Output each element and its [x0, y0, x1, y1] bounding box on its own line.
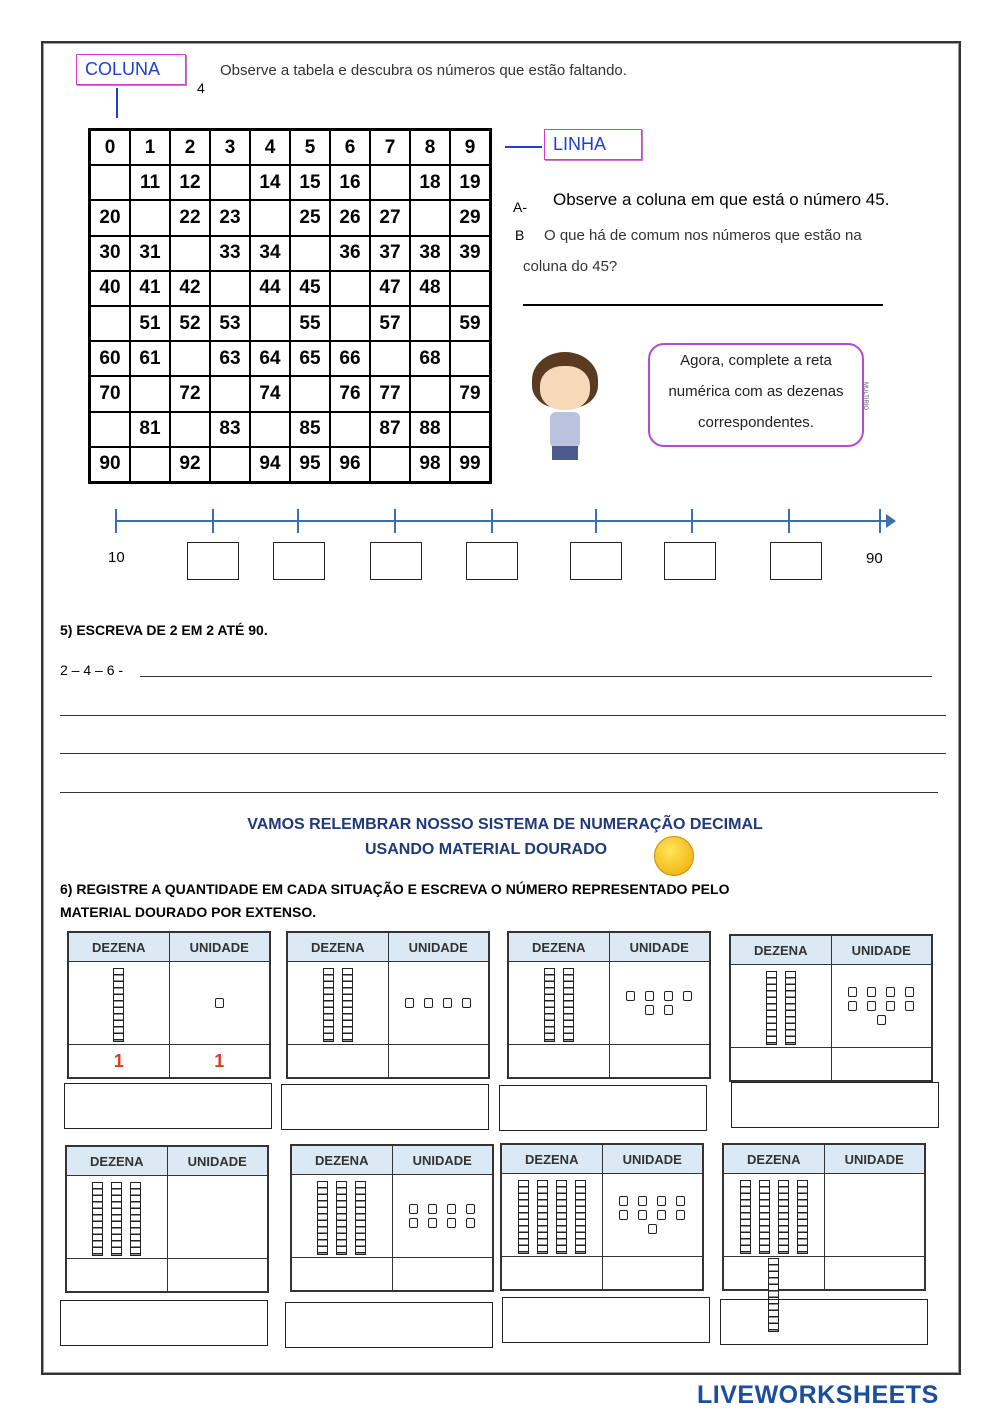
col-dezena: DEZENA	[288, 933, 389, 961]
grid-cell: 53	[210, 306, 250, 341]
tick	[595, 509, 597, 533]
grid-cell-blank[interactable]	[130, 200, 170, 235]
grid-cell: 96	[330, 447, 370, 482]
col-unidade: UNIDADE	[189, 939, 249, 955]
unit-cube-icon	[428, 1218, 437, 1228]
number-line-axis	[115, 520, 890, 522]
grid-cell: 44	[250, 271, 290, 306]
ten-rod-icon	[575, 1180, 586, 1254]
q6-title-2: MATERIAL DOURADO POR EXTENSO.	[60, 904, 317, 920]
unit-cube-icon	[619, 1210, 628, 1220]
unidade-value[interactable]	[832, 1048, 932, 1080]
ten-rod-icon	[323, 968, 334, 1042]
coluna-label: COLUNA	[76, 54, 186, 85]
speech-bubble	[648, 343, 864, 447]
unidade-value[interactable]	[168, 1259, 268, 1291]
col-dezena: DEZENA	[69, 933, 170, 961]
grid-cell: 64	[250, 341, 290, 376]
dezena-value[interactable]	[292, 1258, 393, 1290]
grid-cell-blank[interactable]	[210, 447, 250, 482]
grid-cell: 41	[130, 271, 170, 306]
grid-cell: 76	[330, 376, 370, 411]
dezena-value[interactable]: 1	[69, 1045, 170, 1077]
grid-cell-blank[interactable]	[450, 271, 490, 306]
boy-illustration	[528, 352, 608, 472]
unit-cube-icon	[409, 1218, 418, 1228]
unit-cube-icon	[645, 991, 654, 1001]
number-in-words-input[interactable]	[731, 1082, 939, 1128]
grid-cell-blank[interactable]	[250, 412, 290, 447]
tens-area	[509, 962, 610, 1044]
units-area	[168, 1176, 268, 1258]
grid-cell: 52	[170, 306, 210, 341]
number-in-words-input[interactable]	[499, 1085, 707, 1131]
number-in-words-input[interactable]	[281, 1084, 489, 1130]
grid-cell: 22	[170, 200, 210, 235]
grid-cell-blank[interactable]	[450, 341, 490, 376]
grid-cell: 70	[90, 376, 130, 411]
number-line-input[interactable]	[466, 542, 518, 580]
ten-rod-icon	[342, 968, 353, 1042]
grid-cell-blank[interactable]	[170, 236, 210, 271]
grid-cell: 87	[370, 412, 410, 447]
unidade-value[interactable]	[610, 1045, 710, 1077]
grid-cell: 16	[330, 165, 370, 200]
grid-cell-blank[interactable]	[170, 341, 210, 376]
q5-answer-line[interactable]	[60, 753, 946, 754]
q5-answer-line[interactable]	[60, 715, 946, 716]
grid-cell: 66	[330, 341, 370, 376]
grid-cell: 79	[450, 376, 490, 411]
grid-cell-blank[interactable]	[370, 447, 410, 482]
ten-rod-icon	[113, 968, 124, 1042]
number-line-end: 90	[866, 550, 883, 567]
q5-title: 5) ESCREVA DE 2 EM 2 ATÉ 90.	[60, 622, 268, 638]
question-b-text-2: coluna do 45?	[523, 258, 618, 275]
grid-cell: 1	[130, 130, 170, 165]
tens-area	[502, 1174, 603, 1256]
units-area	[393, 1175, 493, 1257]
grid-cell: 2	[170, 130, 210, 165]
grid-cell: 23	[210, 200, 250, 235]
grid-cell: 98	[410, 447, 450, 482]
tick	[879, 509, 881, 533]
grid-cell: 5	[290, 130, 330, 165]
unit-cube-icon	[447, 1218, 456, 1228]
grid-cell: 33	[210, 236, 250, 271]
unit-cube-icon	[215, 998, 224, 1008]
grid-cell: 83	[210, 412, 250, 447]
unit-cube-icon	[462, 998, 471, 1008]
unit-cube-icon	[626, 991, 635, 1001]
col-unidade: UNIDADE	[851, 942, 911, 958]
place-value-card	[500, 1143, 704, 1291]
grid-cell: 37	[370, 236, 410, 271]
grid-cell-blank[interactable]	[210, 376, 250, 411]
liveworksheets-logo: LIVEWORKSHEETS	[697, 1381, 939, 1409]
grid-cell-blank[interactable]	[130, 376, 170, 411]
grid-cell-blank[interactable]	[370, 165, 410, 200]
ten-rod-icon	[740, 1180, 751, 1254]
place-value-card	[729, 934, 933, 1082]
ten-rod-icon	[111, 1182, 122, 1256]
grid-cell: 77	[370, 376, 410, 411]
ten-rod-icon	[518, 1180, 529, 1254]
bubble-line-1: Agora, complete a reta	[680, 352, 832, 369]
dezena-value[interactable]	[502, 1257, 603, 1289]
grid-cell: 81	[130, 412, 170, 447]
unit-cube-icon	[648, 1224, 657, 1234]
grid-cell: 65	[290, 341, 330, 376]
units-area	[389, 962, 489, 1044]
dezena-value[interactable]	[67, 1259, 168, 1291]
tick	[788, 509, 790, 533]
grid-cell-blank[interactable]	[290, 236, 330, 271]
grid-cell: 4	[250, 130, 290, 165]
ten-rod-icon	[778, 1180, 789, 1254]
grid-cell: 18	[410, 165, 450, 200]
units-area	[170, 962, 270, 1044]
grid-cell: 8	[410, 130, 450, 165]
unit-cube-icon	[409, 1204, 418, 1214]
ten-rod-icon	[785, 971, 796, 1045]
units-area	[825, 1174, 925, 1256]
grid-cell: 11	[130, 165, 170, 200]
grid-cell-blank[interactable]	[90, 306, 130, 341]
unit-cube-icon	[466, 1204, 475, 1214]
coluna-number: 4	[197, 80, 205, 96]
col-unidade: UNIDADE	[408, 939, 468, 955]
grid-cell: 99	[450, 447, 490, 482]
grid-cell: 0	[90, 130, 130, 165]
unidade-value[interactable]	[825, 1257, 925, 1289]
credit: MULTIRIO	[862, 382, 868, 411]
bubble-line-3: correspondentes.	[698, 414, 814, 431]
question-a-label: A-	[513, 199, 527, 215]
instruction: Observe a tabela e descubra os números que estão faltando.	[220, 62, 627, 79]
col-dezena: DEZENA	[509, 933, 610, 961]
tens-area	[67, 1176, 168, 1258]
col-unidade: UNIDADE	[844, 1151, 904, 1167]
grid-cell: 20	[90, 200, 130, 235]
dezena-value[interactable]	[724, 1257, 825, 1289]
ten-rod-icon	[130, 1182, 141, 1256]
grid-cell-blank[interactable]	[410, 200, 450, 235]
wink-emoji-icon	[654, 836, 694, 876]
linha-arrow-icon	[505, 146, 542, 148]
grid-cell: 34	[250, 236, 290, 271]
unidade-value[interactable]	[393, 1258, 493, 1290]
section-title-1: VAMOS RELEMBRAR NOSSO SISTEMA DE NUMERAÇÃO DECIMAL	[247, 816, 763, 833]
tick	[297, 509, 299, 533]
grid-cell: 29	[450, 200, 490, 235]
number-line-input[interactable]	[664, 542, 716, 580]
tick	[491, 509, 493, 533]
tick	[115, 509, 117, 533]
grid-cell-blank[interactable]	[210, 165, 250, 200]
unit-cube-icon	[683, 991, 692, 1001]
unit-cube-icon	[405, 998, 414, 1008]
col-unidade: UNIDADE	[412, 1152, 472, 1168]
grid-cell: 3	[210, 130, 250, 165]
units-area	[832, 965, 932, 1047]
ten-rod-icon	[537, 1180, 548, 1254]
unit-cube-icon	[676, 1210, 685, 1220]
grid-cell-blank[interactable]	[210, 271, 250, 306]
grid-cell: 55	[290, 306, 330, 341]
unit-cube-icon	[619, 1196, 628, 1206]
grid-cell: 9	[450, 130, 490, 165]
unit-cube-icon	[848, 1001, 857, 1011]
grid-cell: 74	[250, 376, 290, 411]
unit-cube-icon	[664, 1005, 673, 1015]
number-line-input[interactable]	[770, 542, 822, 580]
place-value-card	[65, 1145, 269, 1293]
grid-cell: 92	[170, 447, 210, 482]
grid-cell: 30	[90, 236, 130, 271]
unidade-value[interactable]	[389, 1045, 489, 1077]
units-area	[610, 962, 710, 1044]
grid-cell: 42	[170, 271, 210, 306]
grid-cell: 47	[370, 271, 410, 306]
tick	[394, 509, 396, 533]
ten-rod-icon	[336, 1181, 347, 1255]
ten-rod-icon	[556, 1180, 567, 1254]
grid-cell: 94	[250, 447, 290, 482]
col-dezena: DEZENA	[292, 1146, 393, 1174]
number-grid	[88, 128, 492, 484]
place-value-card	[507, 931, 711, 1079]
coluna-arrow-icon	[116, 88, 118, 118]
col-dezena: DEZENA	[724, 1145, 825, 1173]
q5-answer-line[interactable]	[140, 676, 932, 677]
unit-cube-icon	[657, 1196, 666, 1206]
grid-cell-blank[interactable]	[250, 200, 290, 235]
unit-cube-icon	[638, 1210, 647, 1220]
grid-cell: 68	[410, 341, 450, 376]
grid-cell: 40	[90, 271, 130, 306]
tens-area	[288, 962, 389, 1044]
unidade-value[interactable]	[603, 1257, 703, 1289]
grid-cell: 6	[330, 130, 370, 165]
units-area	[603, 1174, 703, 1256]
grid-cell: 27	[370, 200, 410, 235]
grid-cell-blank[interactable]	[250, 306, 290, 341]
ten-rod-icon	[544, 968, 555, 1042]
number-line-input[interactable]	[570, 542, 622, 580]
number-in-words-input[interactable]	[64, 1083, 272, 1129]
grid-cell: 12	[170, 165, 210, 200]
number-in-words-input[interactable]	[502, 1297, 710, 1343]
grid-cell-blank[interactable]	[410, 376, 450, 411]
unit-cube-icon	[877, 1015, 886, 1025]
unit-cube-icon	[466, 1218, 475, 1228]
ten-rod-icon	[766, 971, 777, 1045]
grid-cell-blank[interactable]	[290, 376, 330, 411]
unit-cube-icon	[905, 987, 914, 997]
grid-cell: 88	[410, 412, 450, 447]
grid-cell: 39	[450, 236, 490, 271]
ten-rod-icon	[317, 1181, 328, 1255]
grid-cell: 45	[290, 271, 330, 306]
unit-cube-icon	[443, 998, 452, 1008]
ten-rod-icon	[759, 1180, 770, 1254]
unit-cube-icon	[638, 1196, 647, 1206]
grid-cell-blank[interactable]	[450, 412, 490, 447]
grid-cell: 48	[410, 271, 450, 306]
question-b-text: O que há de comum nos números que estão na	[544, 227, 862, 244]
grid-cell: 7	[370, 130, 410, 165]
unidade-value[interactable]: 1	[214, 1050, 225, 1071]
tens-area	[292, 1175, 393, 1257]
grid-cell: 61	[130, 341, 170, 376]
unit-cube-icon	[905, 1001, 914, 1011]
dezena-value[interactable]	[288, 1045, 389, 1077]
unit-cube-icon	[848, 987, 857, 997]
grid-cell: 25	[290, 200, 330, 235]
unit-cube-icon	[867, 1001, 876, 1011]
dezena-value[interactable]	[731, 1048, 832, 1080]
grid-cell: 85	[290, 412, 330, 447]
grid-cell-blank[interactable]	[170, 412, 210, 447]
grid-cell: 51	[130, 306, 170, 341]
unit-cube-icon	[676, 1196, 685, 1206]
grid-cell-blank[interactable]	[130, 447, 170, 482]
number-line-input[interactable]	[273, 542, 325, 580]
unit-cube-icon	[447, 1204, 456, 1214]
dezena-value[interactable]	[509, 1045, 610, 1077]
grid-cell: 95	[290, 447, 330, 482]
linha-label: LINHA	[544, 129, 642, 160]
grid-cell: 72	[170, 376, 210, 411]
unit-cube-icon	[664, 991, 673, 1001]
number-line-input[interactable]	[370, 542, 422, 580]
ten-rod-icon	[797, 1180, 808, 1254]
grid-cell-blank[interactable]	[370, 341, 410, 376]
q6-title-1: 6) REGISTRE A QUANTIDADE EM CADA SITUAÇÃO E ESCREVA O NÚMERO REPRESENTADO PELO	[60, 881, 730, 897]
grid-cell: 59	[450, 306, 490, 341]
col-unidade: UNIDADE	[629, 939, 689, 955]
unit-cube-icon	[867, 987, 876, 997]
unit-cube-icon	[886, 987, 895, 997]
grid-cell-blank[interactable]	[330, 412, 370, 447]
q5-start: 2 – 4 – 6 -	[60, 662, 124, 678]
grid-cell: 15	[290, 165, 330, 200]
tens-area	[731, 965, 832, 1047]
grid-cell: 38	[410, 236, 450, 271]
col-dezena: DEZENA	[731, 936, 832, 964]
number-in-words-input[interactable]	[285, 1302, 493, 1348]
section-title-2: USANDO MATERIAL DOURADO	[365, 841, 608, 858]
answer-line-b[interactable]	[523, 304, 883, 306]
tens-area	[724, 1174, 825, 1256]
col-unidade: UNIDADE	[622, 1151, 682, 1167]
number-in-words-input[interactable]	[720, 1299, 928, 1345]
arrow-right-icon	[886, 514, 896, 528]
question-b-label: B	[515, 227, 525, 243]
grid-cell: 36	[330, 236, 370, 271]
grid-cell-blank[interactable]	[410, 306, 450, 341]
place-value-card	[722, 1143, 926, 1291]
grid-cell: 26	[330, 200, 370, 235]
col-unidade: UNIDADE	[187, 1153, 247, 1169]
question-a-text: Observe a coluna em que está o número 45.	[553, 190, 890, 209]
place-value-card	[67, 931, 271, 1079]
number-in-words-input[interactable]	[60, 1300, 268, 1346]
bubble-line-2: numérica com as dezenas	[668, 383, 844, 400]
grid-cell: 31	[130, 236, 170, 271]
ten-rod-icon	[355, 1181, 366, 1255]
tens-area	[69, 962, 170, 1044]
grid-cell: 19	[450, 165, 490, 200]
number-line-start: 10	[108, 549, 125, 566]
unit-cube-icon	[428, 1204, 437, 1214]
grid-cell: 57	[370, 306, 410, 341]
grid-cell: 14	[250, 165, 290, 200]
unit-cube-icon	[424, 998, 433, 1008]
place-value-card	[290, 1144, 494, 1292]
number-line-input[interactable]	[187, 542, 239, 580]
grid-cell: 63	[210, 341, 250, 376]
ten-rod-icon	[92, 1182, 103, 1256]
grid-cell-blank[interactable]	[90, 412, 130, 447]
unit-cube-icon	[886, 1001, 895, 1011]
ten-rod-icon	[563, 968, 574, 1042]
unit-cube-icon	[645, 1005, 654, 1015]
grid-cell-blank[interactable]	[330, 271, 370, 306]
place-value-card	[286, 931, 490, 1079]
grid-cell-blank[interactable]	[330, 306, 370, 341]
grid-cell: 60	[90, 341, 130, 376]
tick	[691, 509, 693, 533]
tick	[212, 509, 214, 533]
col-dezena: DEZENA	[502, 1145, 603, 1173]
grid-cell: 90	[90, 447, 130, 482]
q5-answer-line[interactable]	[60, 792, 938, 793]
unit-cube-icon	[657, 1210, 666, 1220]
col-dezena: DEZENA	[67, 1147, 168, 1175]
grid-cell-blank[interactable]	[90, 165, 130, 200]
